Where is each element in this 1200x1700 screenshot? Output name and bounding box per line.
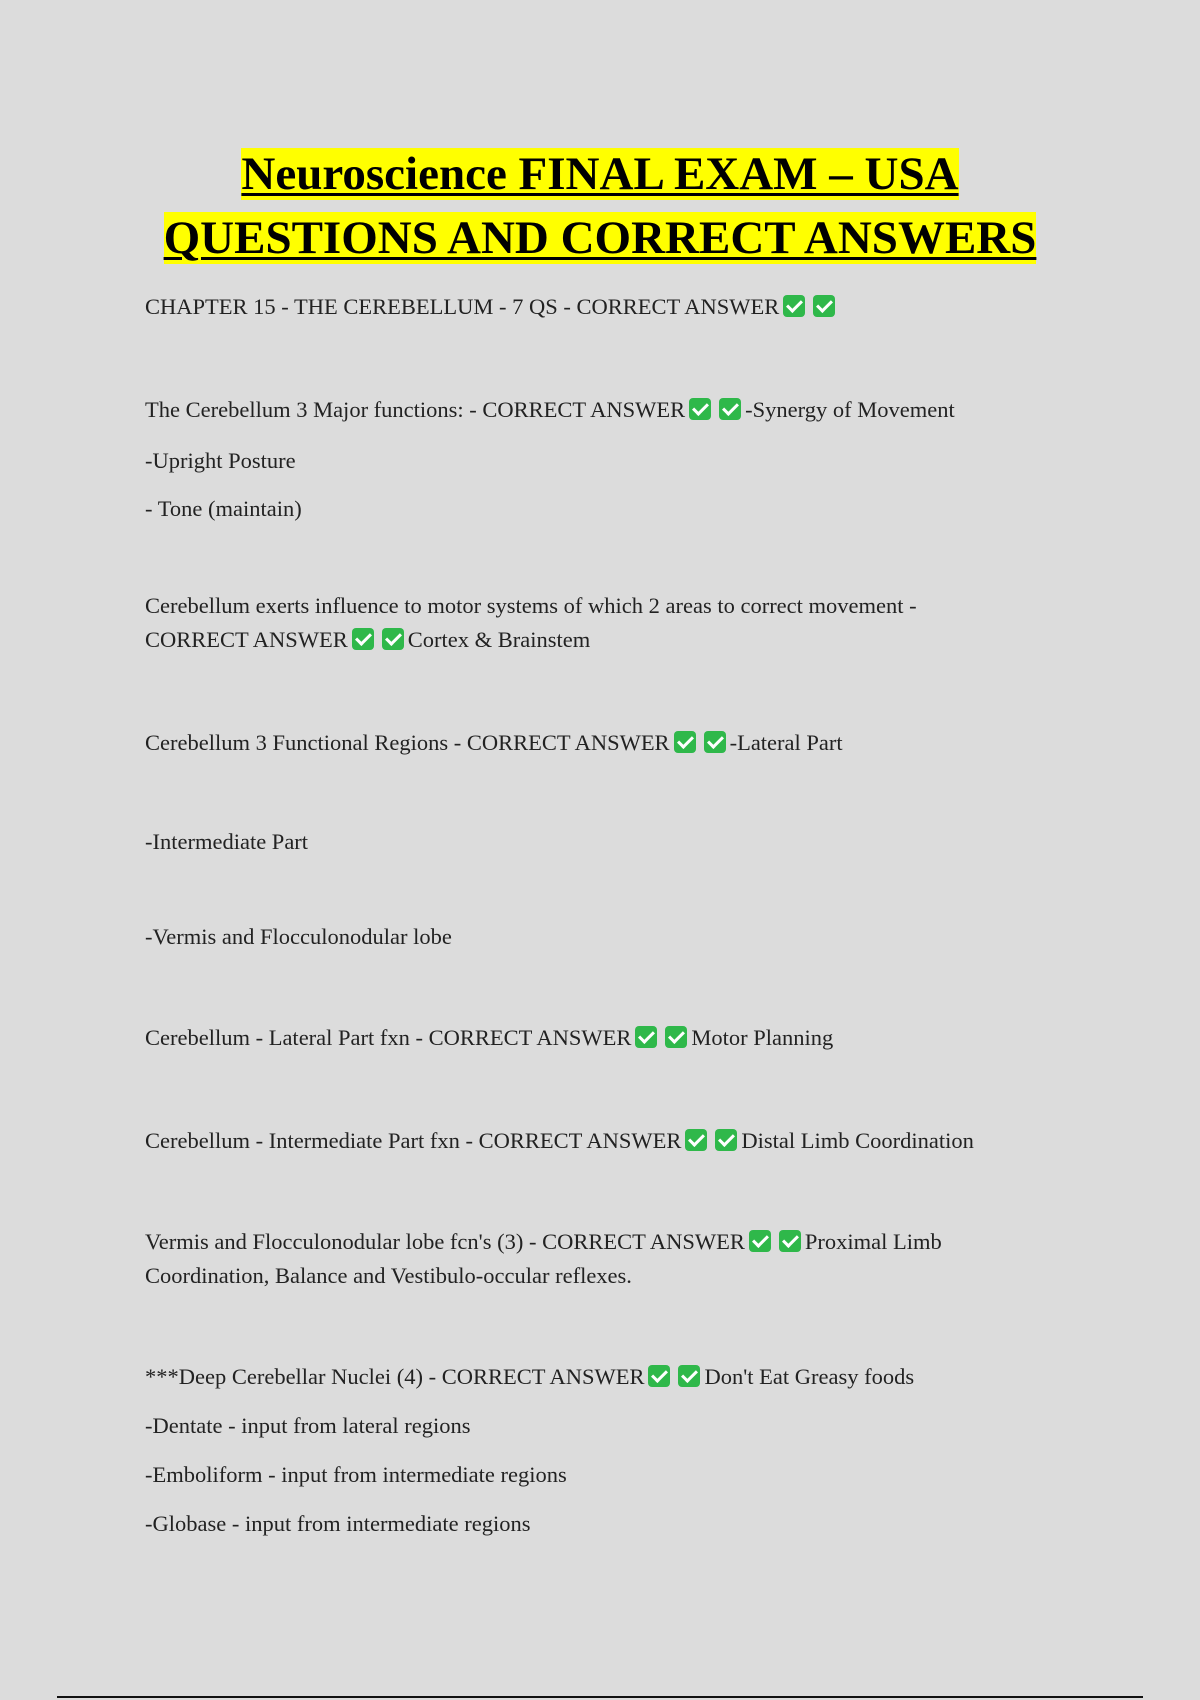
- answer-line: -Globase - input from intermediate regions: [145, 1511, 531, 1536]
- answer-line: -Intermediate Part: [145, 829, 309, 854]
- checkmark-icon: [783, 295, 805, 317]
- checkmark-icon: [689, 398, 711, 420]
- page-bottom-rule: [57, 1696, 1143, 1698]
- chapter-heading: [145, 290, 839, 324]
- qa-item: [145, 1124, 974, 1158]
- checkmark-icon: [665, 1026, 687, 1048]
- checkmark-icon: [704, 731, 726, 753]
- checkmark-icon: [749, 1230, 771, 1252]
- qa-item: [145, 623, 590, 657]
- question-text: Cerebellum 3 Functional Regions - CORRECT ANSWER: [145, 730, 670, 755]
- answer-text: Cortex & Brainstem: [407, 627, 591, 652]
- answer-text: Distal Limb Coordination: [741, 1128, 974, 1153]
- qa-item: [145, 726, 843, 760]
- checkmark-icon: [685, 1129, 707, 1151]
- question-text: Cerebellum - Intermediate Part fxn - CORRECT ANSWER: [145, 1128, 682, 1153]
- checkmark-icon: [674, 731, 696, 753]
- checkmark-icon: [382, 628, 404, 650]
- question-text: Cerebellum - Lateral Part fxn - CORRECT ANSWER: [145, 1025, 632, 1050]
- qa-item: [145, 1021, 833, 1055]
- checkmark-icon: [779, 1230, 801, 1252]
- document-title: [100, 142, 1100, 270]
- checkmark-icon: [635, 1026, 657, 1048]
- question-text: CORRECT ANSWER: [145, 627, 348, 652]
- answer-line: -Emboliform - input from intermediate regions: [145, 1462, 567, 1487]
- answer-text: -Synergy of Movement: [745, 397, 955, 422]
- answer-text: -Lateral Part: [729, 730, 843, 755]
- answer-text: Motor Planning: [691, 1025, 834, 1050]
- question-text: The Cerebellum 3 Major functions: - CORRECT ANSWER: [145, 397, 686, 422]
- answer-line: Coordination, Balance and Vestibulo-occular reflexes.: [145, 1263, 632, 1288]
- qa-item: [145, 393, 955, 427]
- answer-line: -Vermis and Flocculonodular lobe: [145, 924, 452, 949]
- checkmark-icon: [352, 628, 374, 650]
- checkmark-icon: [678, 1365, 700, 1387]
- checkmark-icon: [715, 1129, 737, 1151]
- title-line-2: QUESTIONS AND CORRECT ANSWERS: [163, 212, 1037, 264]
- question-text: ***Deep Cerebellar Nuclei (4) - CORRECT ANSWER: [145, 1364, 645, 1389]
- question-text: Cerebellum exerts influence to motor systems of which 2 areas to correct movement -: [145, 593, 917, 618]
- qa-item: [145, 1360, 914, 1394]
- qa-item: [145, 1225, 942, 1259]
- chapter-heading-text: CHAPTER 15 - THE CEREBELLUM - 7 QS - CORRECT ANSWER: [145, 294, 780, 319]
- answer-line: - Tone (maintain): [145, 496, 302, 521]
- answer-line: -Dentate - input from lateral regions: [145, 1413, 471, 1438]
- title-line-1: Neuroscience FINAL EXAM – USA: [241, 148, 959, 200]
- checkmark-icon: [648, 1365, 670, 1387]
- checkmark-icon: [813, 295, 835, 317]
- question-text: Vermis and Flocculonodular lobe fcn's (3) - CORRECT ANSWER: [145, 1229, 745, 1254]
- answer-text: Proximal Limb: [804, 1229, 942, 1254]
- answer-line: -Upright Posture: [145, 448, 296, 473]
- checkmark-icon: [719, 398, 741, 420]
- answer-text: Don't Eat Greasy foods: [704, 1364, 915, 1389]
